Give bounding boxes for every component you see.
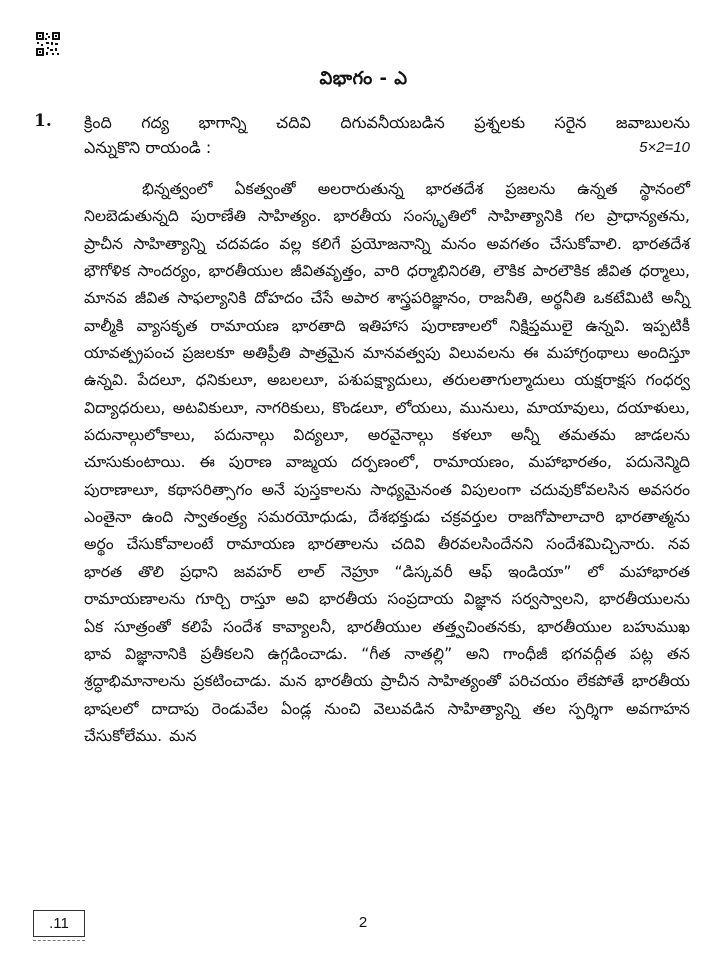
section-title: విభాగం - ఎ bbox=[319, 68, 408, 89]
question-instruction bbox=[84, 110, 690, 160]
instruction-line-2-row bbox=[84, 135, 690, 160]
marks-label: 5×2=10 bbox=[639, 139, 690, 156]
page-code-box bbox=[33, 910, 85, 937]
question-number: 1. bbox=[34, 111, 52, 131]
instruction-line-2: ఎన్నుకొని రాయండి : bbox=[84, 138, 212, 157]
qr-code-icon bbox=[36, 32, 60, 56]
page-code-underline bbox=[33, 940, 85, 941]
page-code: .11 bbox=[49, 915, 69, 932]
reading-passage: భిన్నత్వంలో ఏకత్వంతో అలరారుతున్న భారతదేశ ప్రజలను ఉన్నత స్థానంలో నిలబెడుతున్నది పురాణేతి సాహిత్యం. భారతీయ సంస్కృతిలో సాహిత్యానికి గల ప్రాధాన్యతను, ప్రాచీన సాహిత్యాన్ని చదవడం వల్ల కలిగే ప్రయోజనాన్ని మనం అవగతం చేసుకోవాలి. భారతదేశ భౌగోళిక సాందర్యం, భారతీయుల జీవితవృత్తం, వారి ధర్మాభినిరతి, లౌకిక పారలౌకిక జీవిత ధర్మాలు, మానవ జీవిత సాఫల్యానికి దోహదం చేసే అపార శాస్త్రపరిజ్ఞానం, రాజనీతి, అర్థనీతి ఒకటేమిటి అన్నీ వాల్మీకి వ్యాసకృత రామాయణ భారతాది ఇతిహాస పురాణాలలో నిక్షిప్తములై ఉన్నవి. ఇప్పటికీ యావత్ప్రపంచ ప్రజలకూ అతిప్రీతి పాత్రమైన మానవత్వపు విలువలను ఈ మహాగ్రంథాలు అందిస్తూ ఉన్నవి. పేదలూ, ధనికులూ, అబలలూ, పశుపక్ష్యాదులు, తరులతాగుల్మాదులు యక్షరాక్షస గంధర్వ విద్యాధరులు, అటవికులూ, నాగరికులు, కొండలూ, లోయలు, మునులు, మాయావులు, దయాళులు, పదునాల్గులోకాలు, పదునాల్గు విద్యలూ, అరవైనాల్గు కళలూ అన్నీ తమతమ జాడలను చూసుకుంటాయి. ఈ పురాణ వాఙ్మయ దర్పణంలో, రామాయణం, మహాభారతం, పదునెన్మిది పురాణాలూ, కథాసరిత్సాగం అనే పుస్తకాలను సాధ్యమైనంత విపులంగా చదువుకోవలసిన అవసరం ఎంతైనా ఉంది స్వాతంత్ర్య సమరయోధుడు, దేశభక్తుడు చక్రవర్తుల రాజగోపాలాచారి భారతాత్మను అర్థం చేసుకోవాలంటే రామాయణ భారతాలను చదివి తీరవలసిందేనని సందేశమిచ్చినారు. నవ భారత తొలి ప్రధాని జవహర్ లాల్ నెహ్రూ “డిస్కవరీ ఆఫ్ ఇండియా” లో మహాభారత రామాయణాలను గూర్చి రాస్తూ అవి భారతీయ సంప్రదాయ విజ్ఞాన సర్వస్వాలని, భారతీయులను ఏక సూత్రంతో కలిపే సందేశ కావ్యాలనీ, భారతీయుల తత్త్వచింతనకు, భారతీయుల బహుముఖ భావ విజ్ఞానానికి ప్రతీకలని ఉగ్గడించాడు. “గీత నాతల్లి” అని గాంధీజీ భగవద్గీత పట్ల తన శ్రద్ధాభిమానాలను ప్రకటించాడు. మన భారతీయ ప్రాచీన సాహిత్యంతో పరిచయం లేకపోతే భారతీయ భాషలలో దాదాపు రెండువేల ఏండ్ల నుంచి వెలువడిన సాహిత్యాన్ని తల స్పర్శిగా అవగాహన చేసుకోలేము. మన bbox=[84, 180, 690, 745]
instruction-line-1: క్రింది గద్య భాగాన్ని చదివి దిగువనీయబడిన ప్రశ్నలకు సరైన జవాబులను bbox=[84, 113, 690, 132]
page-number: 2 bbox=[358, 914, 368, 931]
